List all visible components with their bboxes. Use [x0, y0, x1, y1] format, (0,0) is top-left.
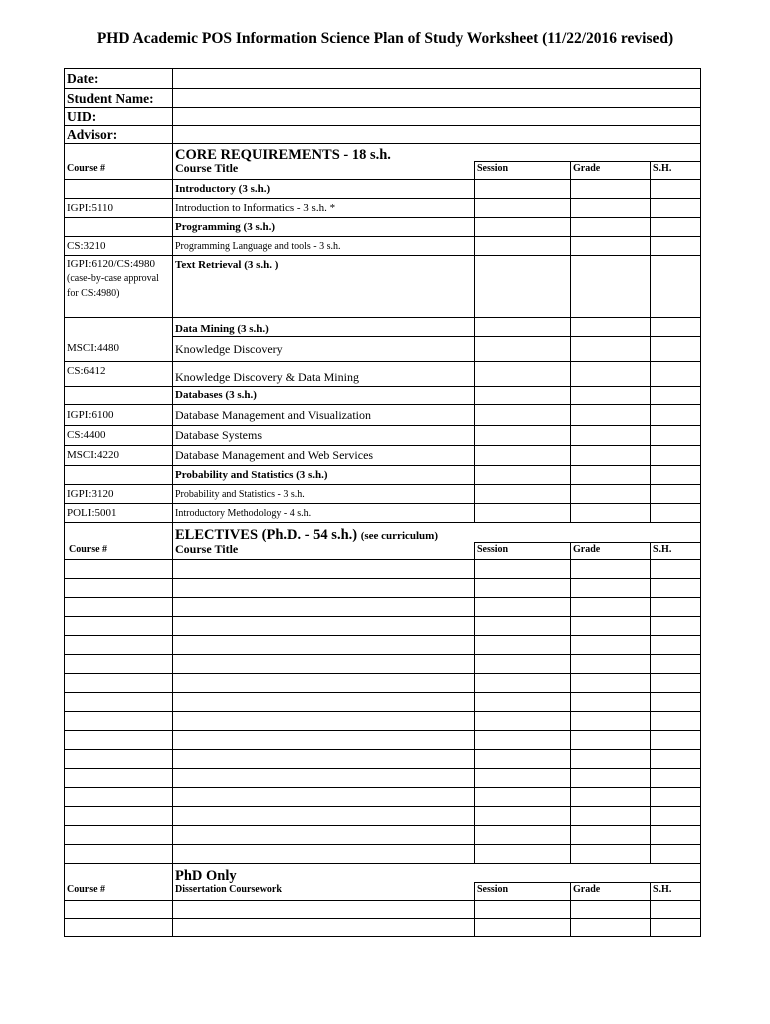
elective-cell[interactable] — [65, 617, 173, 636]
elective-cell[interactable] — [651, 693, 701, 712]
elective-cell[interactable] — [571, 636, 651, 655]
elective-cell[interactable] — [173, 693, 475, 712]
elective-cell[interactable] — [571, 579, 651, 598]
electives-sh-header: S.H. — [651, 543, 701, 560]
core-course-number-header: Course # — [65, 162, 173, 180]
course-number: IGPI:5110 — [65, 199, 173, 218]
elective-cell[interactable] — [651, 560, 701, 579]
phd-session-header: Session — [475, 883, 571, 901]
elective-cell[interactable] — [651, 617, 701, 636]
introductory-label: Introductory (3 s.h.) — [173, 180, 475, 199]
elective-cell[interactable] — [173, 617, 475, 636]
table-row — [65, 901, 701, 919]
elective-cell[interactable] — [475, 769, 571, 788]
table-row — [65, 655, 701, 674]
course-number: IGPI:3120 — [65, 485, 173, 504]
table-row — [65, 405, 701, 426]
elective-cell[interactable] — [173, 712, 475, 731]
elective-cell[interactable] — [173, 731, 475, 750]
table-row — [65, 750, 701, 769]
elective-cell[interactable] — [571, 560, 651, 579]
table-row — [65, 712, 701, 731]
dissertation-coursework-header: Dissertation Coursework — [173, 883, 475, 901]
elective-cell[interactable] — [475, 693, 571, 712]
elective-cell[interactable] — [571, 769, 651, 788]
table-row — [65, 788, 701, 807]
advisor-field[interactable] — [173, 126, 701, 144]
elective-cell[interactable] — [65, 731, 173, 750]
core-grade-header: Grade — [571, 162, 651, 180]
elective-cell[interactable] — [571, 674, 651, 693]
phd-only-heading: PhD Only — [173, 864, 475, 883]
programming-label: Programming (3 s.h.) — [173, 218, 475, 237]
elective-cell[interactable] — [571, 712, 651, 731]
course-number: CS:3210 — [65, 237, 173, 256]
elective-cell[interactable] — [173, 674, 475, 693]
elective-cell[interactable] — [475, 598, 571, 617]
elective-cell[interactable] — [173, 845, 475, 864]
table-row — [65, 731, 701, 750]
course-title: Programming Language and tools - 3 s.h. — [173, 237, 475, 256]
elective-cell[interactable] — [173, 769, 475, 788]
elective-cell[interactable] — [651, 750, 701, 769]
table-row — [65, 362, 701, 387]
text-retrieval-course-cell — [65, 256, 173, 318]
elective-cell[interactable] — [173, 636, 475, 655]
elective-cell[interactable] — [651, 826, 701, 845]
elective-cell[interactable] — [651, 674, 701, 693]
elective-cell[interactable] — [173, 750, 475, 769]
table-row — [65, 485, 701, 504]
table-row — [65, 504, 701, 523]
student-name-field[interactable] — [173, 89, 701, 108]
course-title: Introduction to Informatics - 3 s.h. * — [173, 199, 475, 218]
elective-cell[interactable] — [173, 807, 475, 826]
elective-cell[interactable] — [571, 598, 651, 617]
advisor-label: Advisor: — [65, 126, 173, 144]
elective-cell[interactable] — [651, 731, 701, 750]
course-number: IGPI:6120/CS:4980 — [67, 258, 156, 270]
elective-cell[interactable] — [651, 807, 701, 826]
core-sh-header: S.H. — [651, 162, 701, 180]
date-label: Date: — [65, 69, 173, 89]
table-row — [65, 426, 701, 446]
elective-cell[interactable] — [475, 655, 571, 674]
course-title: Knowledge Discovery — [173, 337, 475, 362]
elective-cell[interactable] — [571, 788, 651, 807]
elective-cell[interactable] — [571, 826, 651, 845]
elective-cell[interactable] — [65, 560, 173, 579]
core-requirements-heading: CORE REQUIREMENTS - 18 s.h. — [173, 144, 475, 162]
elective-cell[interactable] — [475, 788, 571, 807]
elective-cell[interactable] — [65, 712, 173, 731]
date-field[interactable] — [173, 69, 701, 89]
elective-cell[interactable] — [65, 826, 173, 845]
course-number: MSCI:4480 — [65, 337, 173, 362]
elective-cell[interactable] — [475, 579, 571, 598]
table-row — [65, 617, 701, 636]
electives-heading — [173, 523, 475, 543]
page-title: PHD Academic POS Information Science Plan of Study Worksheet (11/22/2016 revised) — [96, 30, 674, 47]
table-row — [65, 674, 701, 693]
electives-session-header: Session — [475, 543, 571, 560]
elective-cell[interactable] — [571, 655, 651, 674]
table-row — [65, 598, 701, 617]
course-number: POLI:5001 — [65, 504, 173, 523]
table-row — [65, 919, 701, 937]
elective-cell[interactable] — [65, 750, 173, 769]
elective-cell[interactable] — [475, 636, 571, 655]
phd-grade-header: Grade — [571, 883, 651, 901]
table-row — [65, 807, 701, 826]
elective-cell[interactable] — [65, 693, 173, 712]
elective-cell[interactable] — [475, 674, 571, 693]
electives-heading-note: (see curriculum) — [360, 529, 438, 542]
elective-cell[interactable] — [475, 750, 571, 769]
elective-cell[interactable] — [65, 598, 173, 617]
course-title: Database Management and Visualization — [173, 405, 475, 426]
table-row — [65, 845, 701, 864]
electives-heading-text: ELECTIVES (Ph.D. - 54 s.h.) — [175, 526, 358, 543]
elective-cell[interactable] — [475, 560, 571, 579]
elective-cell[interactable] — [571, 807, 651, 826]
course-title: Probability and Statistics - 3 s.h. — [173, 485, 475, 504]
table-row — [65, 769, 701, 788]
elective-cell[interactable] — [173, 579, 475, 598]
course-number: MSCI:4220 — [65, 446, 173, 466]
table-row — [65, 446, 701, 466]
elective-cell[interactable] — [475, 731, 571, 750]
elective-cell[interactable] — [173, 826, 475, 845]
elective-cell[interactable] — [65, 636, 173, 655]
table-row — [65, 256, 701, 318]
elective-cell[interactable] — [173, 560, 475, 579]
elective-cell[interactable] — [65, 788, 173, 807]
table-row — [65, 693, 701, 712]
elective-cell[interactable] — [651, 598, 701, 617]
elective-cell[interactable] — [475, 845, 571, 864]
course-note: (case-by-case approval for CS:4980) — [67, 273, 159, 299]
elective-cell[interactable] — [65, 655, 173, 674]
electives-course-number-header: Course # — [65, 543, 173, 560]
table-row — [65, 337, 701, 362]
elective-cell[interactable] — [65, 769, 173, 788]
elective-cell[interactable] — [173, 598, 475, 617]
uid-label: UID: — [65, 108, 173, 126]
elective-cell[interactable] — [571, 731, 651, 750]
course-number: IGPI:6100 — [65, 405, 173, 426]
elective-cell[interactable] — [571, 693, 651, 712]
electives-grade-header: Grade — [571, 543, 651, 560]
course-number: CS:6412 — [65, 362, 173, 387]
elective-cell[interactable] — [651, 712, 701, 731]
student-name-label: Student Name: — [65, 89, 173, 108]
elective-cell[interactable] — [651, 636, 701, 655]
course-title: Database Systems — [173, 426, 475, 446]
table-row — [65, 636, 701, 655]
electives-course-title-header: Course Title — [173, 543, 475, 560]
course-title: Database Management and Web Services — [173, 446, 475, 466]
elective-cell[interactable] — [65, 674, 173, 693]
course-title: Knowledge Discovery & Data Mining — [173, 362, 475, 387]
core-session-header: Session — [475, 162, 571, 180]
table-row — [65, 560, 701, 579]
phd-course-number-header: Course # — [65, 883, 173, 901]
elective-cell[interactable] — [571, 617, 651, 636]
elective-cell[interactable] — [651, 579, 701, 598]
elective-cell[interactable] — [475, 617, 571, 636]
course-title: Introductory Methodology - 4 s.h. — [173, 504, 475, 523]
course-number: CS:4400 — [65, 426, 173, 446]
electives-rows — [65, 560, 701, 864]
elective-cell[interactable] — [651, 769, 701, 788]
elective-cell[interactable] — [475, 712, 571, 731]
core-course-title-header: Course Title — [173, 162, 475, 180]
table-row — [65, 237, 701, 256]
table-row — [65, 199, 701, 218]
uid-field[interactable] — [173, 108, 701, 126]
elective-cell[interactable] — [65, 845, 173, 864]
plan-of-study-table — [64, 68, 701, 937]
elective-cell[interactable] — [571, 750, 651, 769]
elective-cell[interactable] — [571, 845, 651, 864]
elective-cell[interactable] — [651, 788, 701, 807]
elective-cell[interactable] — [173, 655, 475, 674]
table-row — [65, 579, 701, 598]
elective-cell[interactable] — [651, 655, 701, 674]
phd-sh-header: S.H. — [651, 883, 701, 901]
elective-cell[interactable] — [475, 807, 571, 826]
data-mining-label: Data Mining (3 s.h.) — [173, 318, 475, 337]
elective-cell[interactable] — [173, 788, 475, 807]
text-retrieval-label: Text Retrieval (3 s.h. ) — [173, 256, 475, 318]
table-row — [65, 826, 701, 845]
elective-cell[interactable] — [475, 826, 571, 845]
probability-statistics-label: Probability and Statistics (3 s.h.) — [173, 466, 475, 485]
elective-cell[interactable] — [65, 579, 173, 598]
elective-cell[interactable] — [651, 845, 701, 864]
elective-cell[interactable] — [65, 807, 173, 826]
databases-label: Databases (3 s.h.) — [173, 387, 475, 405]
